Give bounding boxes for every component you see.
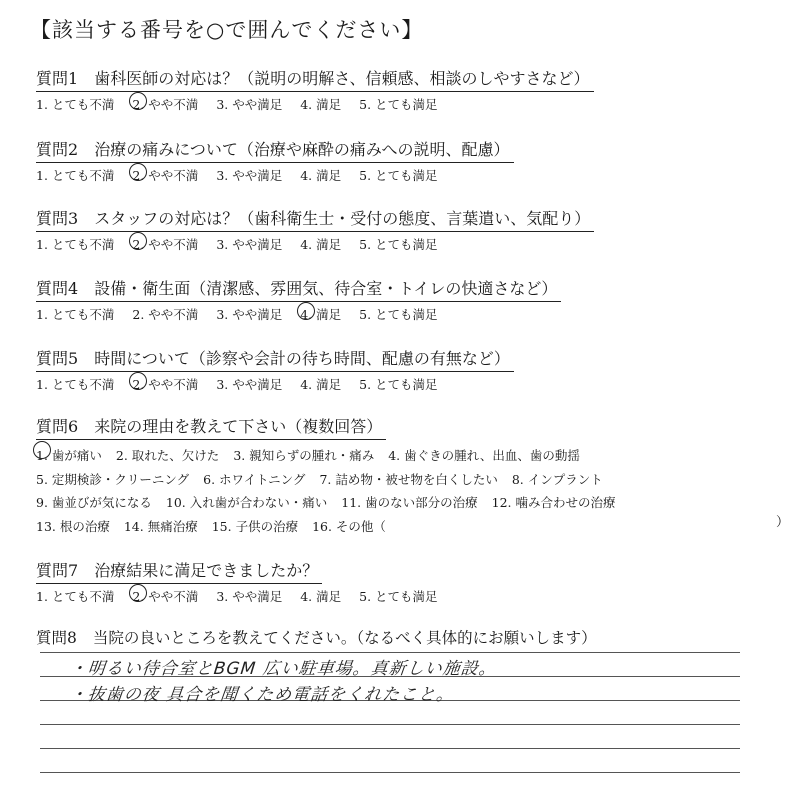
question-text: 時間について（診察や会計の待ち時間、配慮の有無など） [94,349,510,368]
answer-option[interactable] [300,305,341,323]
reason-option[interactable] [36,491,152,515]
answer-option-label: 3. やや満足 [216,589,283,604]
question-heading [36,137,514,163]
answer-option[interactable] [300,166,341,184]
answer-options [36,235,776,253]
answer-option[interactable] [300,235,341,253]
question-3 [36,206,776,253]
answer-line [40,724,740,725]
question-8 [36,626,776,648]
answer-option[interactable] [216,166,282,184]
reason-option[interactable] [312,515,386,539]
question-text: 当院の良いところを教えてください。（なるべく具体的にお願いします） [92,629,597,647]
question-6 [36,414,790,538]
question-heading [36,276,561,302]
answer-option-label: 3. やや満足 [216,168,283,183]
answer-option[interactable] [216,235,282,253]
answer-option-label: 1. とても不満 [36,97,115,112]
question-text: スタッフの対応は？（歯科衛生士・受付の態度、言葉遣い、気配り） [94,209,591,228]
answer-line [40,772,740,773]
answer-line [40,748,740,749]
question-heading [36,66,594,92]
answer-option-label: 2. やや不満 [132,589,199,604]
answer-option-label: 2. やや不満 [132,237,199,252]
question-number: 質問6 [36,417,79,436]
question-number: 質問7 [36,561,79,580]
reason-option[interactable] [116,444,219,468]
reason-option[interactable] [36,444,102,468]
handwritten-answer-2: ・抜歯の夜 具合を聞くため電話をくれたこと。 [68,685,456,705]
answer-option[interactable] [132,235,198,253]
answer-option[interactable] [359,166,437,184]
reason-option-label: 5. 定期検診・クリーニング [36,471,190,487]
reason-option[interactable] [203,468,305,492]
answer-options [36,305,776,323]
reason-option-label: 9. 歯並びが気になる [36,495,152,510]
reason-option-label: 4. 歯ぐきの腫れ、出血、歯の動揺 [388,448,580,463]
selection-circle [33,441,51,459]
answer-option-label: 2. やや不満 [132,377,199,392]
handwritten-answer-1: ・明るい待合室とBGM 広い駐車場。真新しい施設。 [68,659,498,679]
question-1 [36,66,776,113]
question-text: 治療結果に満足できましたか？ [94,561,319,580]
answer-option-label: 1. とても不満 [36,377,115,392]
option-row [36,468,776,492]
answer-option-label: 4. 満足 [300,168,342,183]
question-4 [36,276,776,323]
reason-option-label: 3. 親知らずの腫れ・痛み [233,448,375,463]
answer-options [36,166,776,184]
answer-option-label: 2. やや不満 [132,97,199,112]
answer-option-label: 5. とても満足 [359,307,438,322]
reason-option[interactable] [124,515,198,539]
question-number: 質問3 [36,209,79,228]
answer-line [40,652,740,653]
answer-option[interactable] [216,305,282,323]
answer-option-label: 4. 満足 [300,307,342,322]
question-number: 質問8 [36,629,77,647]
question-heading [36,206,594,232]
reason-option-label: 12. 噛み合わせの治療 [491,495,616,510]
reason-option-label: 8. インプラント [511,471,603,487]
answer-option[interactable] [300,587,341,605]
answer-options [36,587,776,605]
reason-option-label: 11. 歯のない部分の治療 [341,495,478,510]
answer-option-label: 5. とても満足 [359,97,438,112]
question-text: 歯科医師の対応は？（説明の明解さ、信頼感、相談のしやすさなど） [94,69,590,88]
answer-option-label: 4. 満足 [300,589,342,604]
answer-option[interactable] [216,375,282,393]
reason-option-label: 15. 子供の治療 [211,518,299,534]
reason-option[interactable] [36,468,189,492]
answer-option-label: 3. やや満足 [216,307,283,322]
answer-option-label: 2. やや不満 [132,307,199,322]
question-number: 質問2 [36,140,79,159]
reason-option-label: 16. その他（ [312,518,386,534]
answer-option[interactable] [36,95,114,113]
reason-option-label: 6. ホワイトニング [203,471,306,487]
answer-option[interactable] [359,305,437,323]
answer-option-label: 4. 満足 [300,97,342,112]
option-row [36,444,776,468]
answer-option[interactable] [132,305,198,323]
answer-option[interactable] [36,235,114,253]
reason-option-label: 2. 取れた、欠けた [115,448,220,463]
reason-option-label: 10. 入れ歯が合わない・痛い [165,495,328,510]
page-title: 【該当する番号を○で囲んでください】 [30,18,424,42]
option-row [36,515,776,539]
answer-option[interactable] [216,95,282,113]
question-number: 質問1 [36,69,79,88]
question-text: 設備・衛生面（清潔感、雰囲気、待合室・トイレの快適さなど） [94,279,558,298]
question-5 [36,346,776,393]
answer-option[interactable] [300,95,341,113]
reason-option[interactable] [492,491,616,515]
question-heading [36,626,776,648]
answer-option-label: 3. やや満足 [216,97,283,112]
answer-options [36,95,776,113]
answer-option-label: 1. とても不満 [36,307,115,322]
answer-option-label: 5. とても満足 [359,168,438,183]
answer-option-label: 5. とても満足 [359,377,438,392]
answer-option-label: 4. 満足 [300,377,342,392]
question-6-options [36,444,776,538]
answer-option[interactable] [132,166,198,184]
answer-option-label: 1. とても不満 [36,237,115,252]
answer-option[interactable] [36,375,114,393]
answer-options [36,375,776,393]
question-7 [36,558,776,605]
reason-option[interactable] [36,515,110,539]
reason-option[interactable] [212,515,298,539]
answer-option-label: 5. とても満足 [359,237,438,252]
question-number: 質問5 [36,349,79,368]
answer-option[interactable] [359,587,437,605]
reason-option[interactable] [166,491,327,515]
question-heading [36,346,514,372]
answer-option[interactable] [300,375,341,393]
reason-option-label: 1. 歯が痛い [36,448,102,463]
answer-option[interactable] [359,235,437,253]
answer-option-label: 5. とても満足 [359,589,438,604]
answer-option-label: 1. とても不満 [36,168,115,183]
reason-option-label: 14. 無痛治療 [123,518,198,534]
question-text: 来院の理由を教えて下さい（複数回答） [94,417,383,436]
answer-option[interactable] [36,587,114,605]
answer-option[interactable] [36,166,114,184]
answer-option-label: 3. やや満足 [216,237,283,252]
answer-option-label: 2. やや不満 [132,168,199,183]
reason-option[interactable] [341,491,477,515]
question-text: 治療の痛みについて（治療や麻酔の痛みへの説明、配慮） [94,140,510,159]
answer-option[interactable] [132,587,198,605]
answer-option[interactable] [36,305,114,323]
answer-option[interactable] [359,95,437,113]
other-close-paren: ） [776,515,790,530]
reason-option[interactable] [388,444,580,468]
reason-option-label: 13. 根の治療 [36,518,110,534]
reason-option[interactable] [233,444,374,468]
answer-option-label: 1. とても不満 [36,589,115,604]
answer-option[interactable] [132,95,198,113]
question-heading [36,558,322,584]
answer-option[interactable] [132,375,198,393]
answer-option-label: 4. 満足 [300,237,342,252]
option-row [36,491,776,515]
question-2 [36,137,776,184]
reason-option[interactable] [319,468,497,492]
answer-option[interactable] [216,587,282,605]
reason-option-label: 7. 詰め物・被せ物を白くしたい [319,471,498,487]
reason-option[interactable] [512,468,603,492]
question-number: 質問4 [36,279,79,298]
answer-option[interactable] [359,375,437,393]
answer-option-label: 3. やや満足 [216,377,283,392]
question-heading [36,414,386,440]
